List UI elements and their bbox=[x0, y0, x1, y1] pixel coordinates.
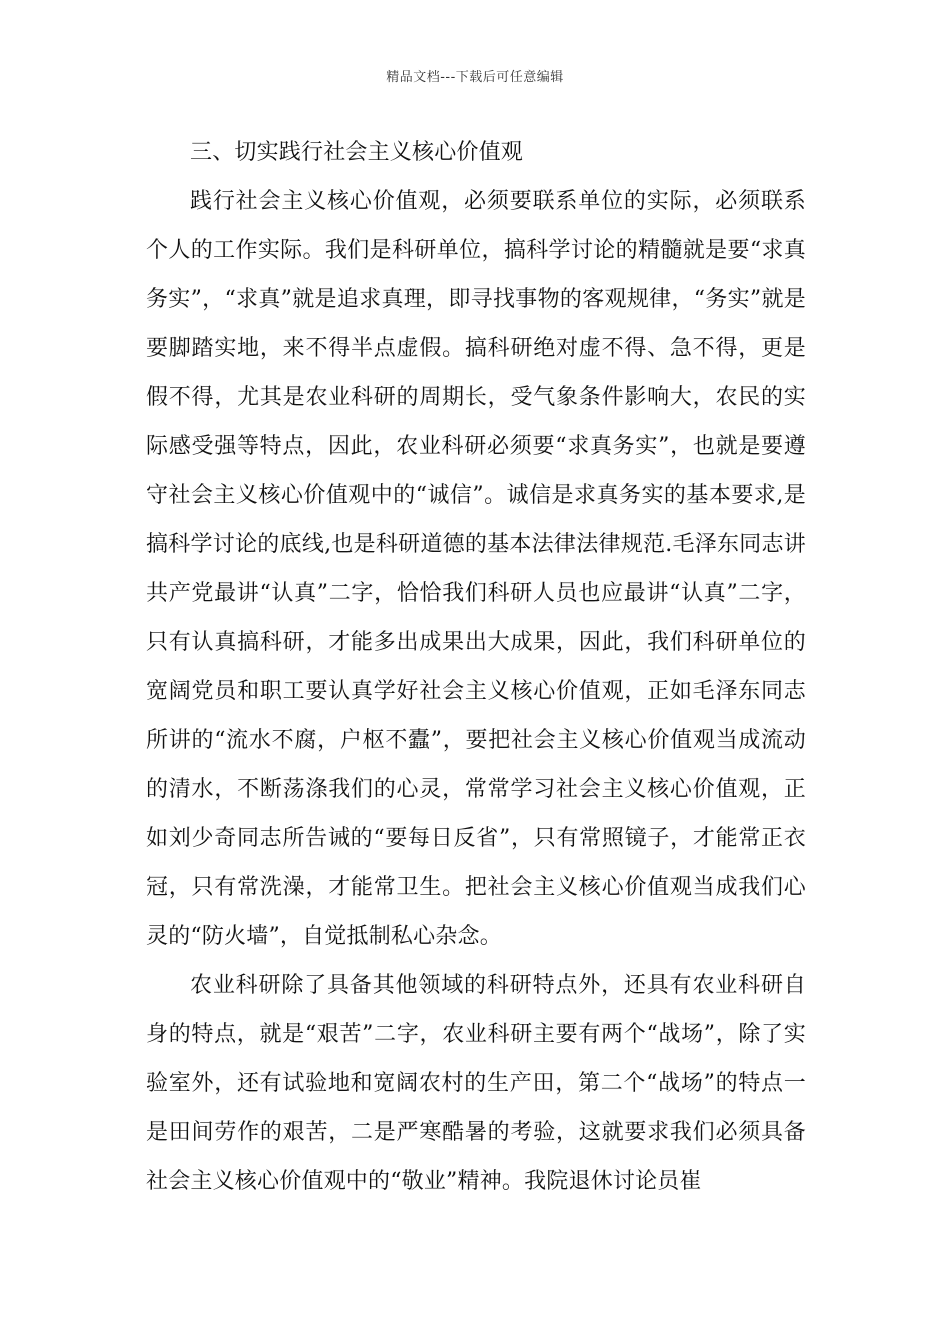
section-heading: 三、切实践行社会主义核心价值观 bbox=[190, 140, 524, 165]
paragraph-2: 农业科研除了具备其他领域的科研特点外，还具有农业科研自身的特点，就是“艰苦”二字，农业科研主要有两个“战场”，除了实验室外，还有试验地和宽阔农村的生产田，第二个“战场”的特点一是田间劳作的艰苦，二是严寒酷暑的考验，这就要求我们必须具备社会主义核心价值观中的“敬业”精神。我院退休讨论员崔 bbox=[146, 973, 806, 1194]
page-header: 精品文档---下载后可任意编辑 bbox=[386, 70, 564, 85]
paragraph-1: 践行社会主义核心价值观，必须要联系单位的实际，必须联系个人的工作实际。我们是科研单位，搞科学讨论的精髓就是要“求真务实”，“求真”就是追求真理，即寻找事物的客观规律，“务实”就是要脚踏实地，来不得半点虚假。搞科研绝对虚不得、急不得，更是假不得，尤其是农业科研的周期长，受气象条件影响大，农民的实际感受强等特点，因此，农业科研必须要“求真务实”，也就是要遵守社会主义核心价值观中的“诚信”。诚信是求真务实的基本要求,是搞科学讨论的底线,也是科研道德的基本法律法律规范.毛泽东同志讲共产党最讲“认真”二字，恰恰我们科研人员也应最讲“认真”二字，只有认真搞科研，才能多出成果出大成果，因此，我们科研单位的宽阔党员和职工要认真学好社会主义核心价值观，正如毛泽东同志所讲的“流水不腐，户枢不蠹”，要把社会主义核心价值观当成流动的清水，不断荡涤我们的心灵，常常学习社会主义核心价值观，正如刘少奇同志所告诫的“要每日反省”，只有常照镜子，才能常正衣冠，只有常洗澡，才能常卫生。把社会主义核心价值观当成我们心灵的“防火墙”，自觉抵制私心杂念。 bbox=[146, 189, 806, 949]
document-body bbox=[146, 128, 806, 1206]
